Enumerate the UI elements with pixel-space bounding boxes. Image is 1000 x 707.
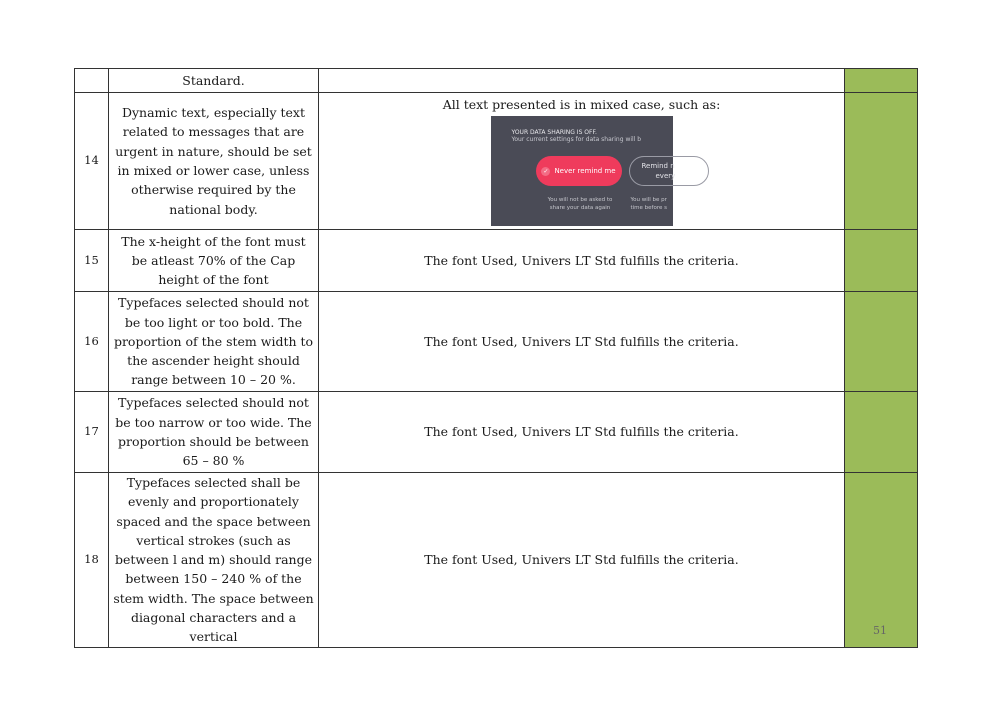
check-icon: ✓ [543,167,549,175]
compliance-cell [319,69,845,93]
compliance-cell [319,93,845,230]
never-remind-note [543,196,618,212]
note-left-line1: You will not be asked to [547,197,613,204]
compliance-table [74,68,918,648]
row-number: 15 [75,230,109,292]
criterion-cell [109,69,319,93]
table-row [75,292,918,392]
screenshot-title: YOUR DATA SHARING IS OFF. [511,129,597,137]
criterion-text: Standard. [182,72,245,88]
table-row [75,69,918,93]
criterion-text: Typefaces selected should not be too light or too bold. The proportion of the stem width to the ascender height should range between 10 – 20 %. [113,295,314,388]
criterion-cell [109,392,319,473]
row-number: 16 [75,292,109,392]
compliance-text: All text presented is in mixed case, such as: [442,97,721,112]
table-row [75,93,918,230]
compliance-cell: The font Used, Univers LT Std fulfills the criteria. [319,292,845,392]
status-cell [845,473,918,648]
remind-button [629,156,709,186]
status-cell [845,392,918,473]
table-row [75,473,918,648]
remind-label-line1: Remind n [641,162,675,171]
screenshot-subtitle: Your current settings for data sharing will b [511,136,642,144]
criterion-cell [109,292,319,392]
criterion-cell [109,473,319,648]
status-cell [845,230,918,292]
compliance-cell: The font Used, Univers LT Std fulfills the criteria. [319,473,845,648]
remind-note [631,196,701,212]
criterion-text: Dynamic text, especially text related to messages that are urgent in nature, should be set in mixed or lower case, unless otherwise required by the national body. [115,105,312,217]
note-right-line2: time before s [630,205,667,212]
status-cell [845,93,918,230]
never-remind-button [536,156,622,186]
table-row [75,392,918,473]
page-number: 51 [873,624,887,637]
compliance-cell: The font Used, Univers LT Std fulfills the criteria. [319,392,845,473]
row-number: 14 [75,93,109,230]
row-number: 18 [75,473,109,648]
compliance-cell: The font Used, Univers LT Std fulfills the criteria. [319,230,845,292]
never-remind-label: Never remind me [554,166,616,175]
note-left-line2: share your data again [549,205,611,212]
criterion-text: Typefaces selected should not be too narrow or too wide. The proportion should be between 65 – 80 % [115,395,312,469]
row-number: 17 [75,392,109,473]
status-cell [845,69,918,93]
criterion-cell [109,93,319,230]
criterion-cell [109,230,319,292]
example-screenshot [491,116,676,226]
remind-label-line2: every [655,172,676,181]
criterion-text: The x-height of the font must be atleast 70% of the Cap height of the font [121,233,306,288]
row-number [75,69,109,93]
status-cell [845,292,918,392]
criterion-text: Typefaces selected shall be evenly and proportionately spaced and the space between vertical strokes (such as between l and m) should range between 150 – 240 % of the stem width. The space between diagonal characters and a vertical [113,475,314,645]
note-right-line1: You will be pr [630,197,667,204]
table-row [75,230,918,292]
